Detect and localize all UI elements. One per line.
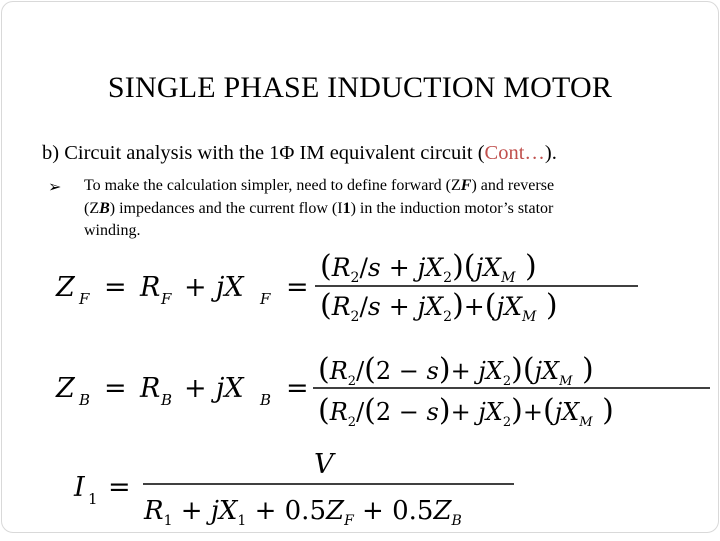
eq2-jx: jX bbox=[216, 373, 244, 404]
equation-zb bbox=[55, 352, 710, 430]
eq2-lhs: Z bbox=[56, 373, 75, 404]
eq1-denominator: $(R_2/s + jX_2)+(jX_M$ ) bbox=[320, 288, 558, 325]
bullet-text-2: ) and reverse bbox=[471, 177, 555, 194]
eq2-eq2: = bbox=[286, 373, 309, 404]
eq3-eq: = bbox=[108, 472, 131, 503]
subtitle-main: b) Circuit analysis with the 1Φ IM equivalent circuit ( bbox=[42, 142, 485, 164]
bullet-text-1: To make the calculation simpler, need to define forward (Z bbox=[84, 177, 461, 194]
eq1-eq: = bbox=[104, 272, 127, 303]
eq1-r-sub: F bbox=[161, 290, 172, 308]
eq1-jx: jX bbox=[216, 272, 244, 303]
eq2-r: R bbox=[140, 373, 161, 404]
slide-title: SINGLE PHASE INDUCTION MOTOR bbox=[107, 71, 613, 104]
eq1-lhs: Z bbox=[56, 272, 75, 303]
bullet-text-5: ) in the induction motor’s stator bbox=[350, 199, 554, 217]
eq1-eq2: = bbox=[286, 272, 309, 303]
equations-figure bbox=[2, 2, 718, 532]
arrow-bullet-icon: ➢ bbox=[48, 179, 62, 196]
eq3-numerator: V bbox=[314, 449, 334, 480]
eq2-denominator: $(R_2/(2 - s)+ jX_2)+(jX_M$ ) bbox=[318, 393, 614, 430]
equation-zf bbox=[55, 249, 638, 325]
equation-i1 bbox=[73, 449, 514, 529]
eq2-jx-sub: B bbox=[260, 391, 272, 409]
subtitle-end: ). bbox=[544, 142, 557, 164]
eq2-lhs-sub: B bbox=[79, 391, 91, 409]
slide bbox=[1, 1, 719, 533]
eq2-r-sub: B bbox=[161, 391, 173, 409]
eq1-r: R bbox=[140, 272, 161, 303]
eq2-plus: + bbox=[184, 373, 207, 404]
eq1-lhs-sub: F bbox=[79, 290, 90, 308]
eq2-numerator: $(R_2/(2 - s)+ jX_2)(jX_M$ ) bbox=[318, 352, 594, 389]
subtitle-accent: Cont… bbox=[484, 142, 545, 164]
eq3-lhs-sub: 1 bbox=[88, 490, 98, 508]
bullet-sub-1: 1 bbox=[342, 199, 351, 217]
bullet-sub-b: B bbox=[99, 199, 110, 217]
eq2-eq: = bbox=[104, 373, 127, 404]
bullet-text-3: (Z bbox=[84, 199, 100, 217]
eq1-plus: + bbox=[184, 272, 207, 303]
eq1-numerator: $(R_2/s + jX_2)(jX_M$ ) bbox=[320, 249, 537, 286]
bullet-text-6: winding. bbox=[84, 222, 141, 239]
eq3-lhs: I bbox=[74, 472, 85, 503]
eq3-denominator: $R_1 + jX_1 + 0.5Z_F + 0.5Z_B$ bbox=[144, 496, 462, 529]
eq1-jx-sub: F bbox=[260, 290, 271, 308]
bullet-sub-f: F bbox=[460, 177, 472, 194]
bullet-text-4: ) impedances and the current flow (I bbox=[109, 199, 343, 217]
